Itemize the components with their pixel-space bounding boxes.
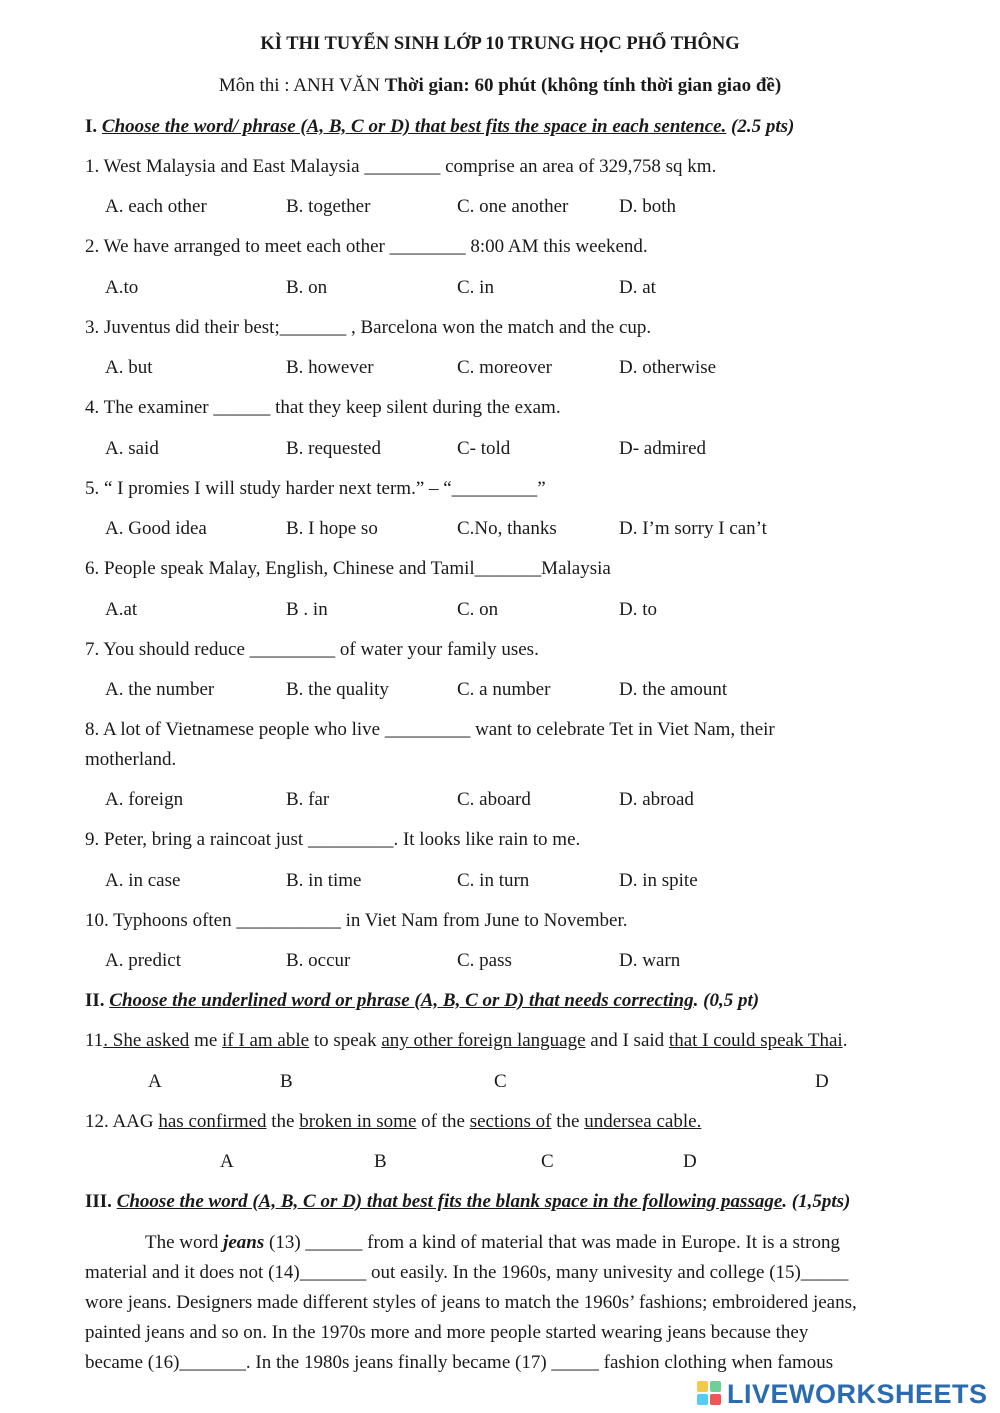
- q7-option-b[interactable]: B. the quality: [286, 679, 389, 700]
- q4-option-c[interactable]: C- told: [457, 438, 511, 459]
- question-11: [85, 1030, 847, 1052]
- q12-letter-a: A: [220, 1151, 234, 1172]
- q6-option-d[interactable]: D. to: [619, 599, 657, 620]
- section-2-number: II.: [85, 990, 110, 1011]
- section-2-instruction: Choose the underlined word or phrase (A, B, C or D) that needs correcting: [109, 990, 694, 1011]
- q8-option-c[interactable]: C. aboard: [457, 789, 531, 810]
- question-2: 2. We have arranged to meet each other ________ 8:00 AM this weekend.: [85, 236, 648, 257]
- q1-option-b[interactable]: B. together: [286, 196, 371, 217]
- q9-option-d[interactable]: D. in spite: [619, 870, 698, 891]
- section-2-heading: [85, 990, 759, 1012]
- passage-text: (13) ______ from a kind of material that was made in Europe. It is a strong: [264, 1232, 840, 1253]
- section-1-number: I.: [85, 116, 102, 137]
- q10-option-c[interactable]: C. pass: [457, 950, 512, 971]
- q9-option-c[interactable]: C. in turn: [457, 870, 530, 891]
- q1-option-c[interactable]: C. one another: [457, 196, 569, 217]
- q2-option-b[interactable]: B. on: [286, 277, 328, 298]
- question-6: 6. People speak Malay, English, Chinese and Tamil_______Malaysia: [85, 558, 611, 579]
- q11-text: to speak: [309, 1030, 382, 1051]
- subject-label: Môn thi : ANH VĂN: [218, 75, 385, 96]
- q12-underlined-b[interactable]: broken in some: [299, 1111, 417, 1132]
- q12-underlined-c[interactable]: sections of: [469, 1111, 552, 1132]
- q5-option-d[interactable]: D. I’m sorry I can’t: [619, 518, 767, 539]
- question-7: 7. You should reduce _________ of water your family uses.: [85, 639, 539, 660]
- passage-text: The word: [145, 1232, 224, 1253]
- question-8: 8. A lot of Vietnamese people who live _________ want to celebrate Tet in Viet Nam, their: [85, 719, 775, 740]
- q12-text: 12. AAG: [85, 1111, 159, 1132]
- q11-number: 11: [85, 1030, 104, 1051]
- q1-option-a[interactable]: A. each other: [105, 196, 207, 217]
- q3-option-d[interactable]: D. otherwise: [619, 357, 717, 378]
- q12-underlined-a[interactable]: has confirmed: [158, 1111, 267, 1132]
- section-1-heading: [85, 116, 794, 138]
- q12-letter-c: C: [541, 1151, 554, 1172]
- q12-letter-d: D: [683, 1151, 697, 1172]
- q12-underlined-d[interactable]: undersea cable.: [584, 1111, 702, 1132]
- exam-title: KÌ THI TUYỂN SINH LỚP 10 TRUNG HỌC PHỔ THÔNG: [260, 34, 740, 54]
- question-9: 9. Peter, bring a raincoat just _________. It looks like rain to me.: [85, 829, 581, 850]
- q10-option-a[interactable]: A. predict: [105, 950, 181, 971]
- q11-underlined-a[interactable]: . She asked: [103, 1030, 190, 1051]
- q10-option-d[interactable]: D. warn: [619, 950, 681, 971]
- q12-text: the: [266, 1111, 300, 1132]
- liveworksheets-logo-text: LIVEWORKSHEETS: [727, 1378, 988, 1409]
- liveworksheets-logo: [697, 1378, 988, 1410]
- question-10: 10. Typhoons often ___________ in Viet Nam from June to November.: [85, 910, 628, 931]
- q12-text: of the: [416, 1111, 470, 1132]
- section-3-heading: [85, 1191, 850, 1213]
- q11-letter-a: A: [148, 1071, 162, 1092]
- question-5: 5. “ I promies I will study harder next term.” – “_________”: [85, 478, 546, 499]
- passage-line-1: [145, 1232, 840, 1254]
- liveworksheets-logo-icon: [697, 1381, 723, 1407]
- q3-option-a[interactable]: A. but: [105, 357, 153, 378]
- q11-underlined-b[interactable]: if I am able: [222, 1030, 310, 1051]
- q3-option-c[interactable]: C. moreover: [457, 357, 552, 378]
- q11-underlined-c[interactable]: any other foreign language: [381, 1030, 586, 1051]
- q6-option-b[interactable]: B . in: [286, 599, 328, 620]
- passage-line-2: material and it does not (14)_______ out easily. In the 1960s, many univesity and college (15)_____: [85, 1262, 849, 1283]
- q11-letter-d: D: [815, 1071, 829, 1092]
- q7-option-d[interactable]: D. the amount: [619, 679, 728, 700]
- passage-keyword-jeans: jeans: [223, 1232, 265, 1253]
- q10-option-b[interactable]: B. occur: [286, 950, 351, 971]
- q8-option-d[interactable]: D. abroad: [619, 789, 694, 810]
- q12-letter-b: B: [374, 1151, 387, 1172]
- q1-option-d[interactable]: D. both: [619, 196, 676, 217]
- question-3: 3. Juventus did their best;_______ , Barcelona won the match and the cup.: [85, 317, 652, 338]
- section-1-points: (2.5 pts): [726, 116, 795, 137]
- q11-underlined-d[interactable]: that I could speak Thai: [668, 1030, 843, 1051]
- q11-text: me: [189, 1030, 223, 1051]
- q6-option-a[interactable]: A.at: [105, 599, 138, 620]
- question-8-continued: motherland.: [85, 749, 177, 770]
- q4-option-b[interactable]: B. requested: [286, 438, 381, 459]
- question-1: 1. West Malaysia and East Malaysia ________ comprise an area of 329,758 sq km.: [85, 156, 717, 177]
- q8-option-a[interactable]: A. foreign: [105, 789, 184, 810]
- q5-option-b[interactable]: B. I hope so: [286, 518, 378, 539]
- q6-option-c[interactable]: C. on: [457, 599, 499, 620]
- q4-option-a[interactable]: A. said: [105, 438, 159, 459]
- q2-option-c[interactable]: C. in: [457, 277, 494, 298]
- q11-text: .: [842, 1030, 848, 1051]
- q7-option-a[interactable]: A. the number: [105, 679, 215, 700]
- q2-option-d[interactable]: D. at: [619, 277, 656, 298]
- section-3-instruction: Choose the word (A, B, C or D) that best fits the blank space in the following passage: [116, 1191, 783, 1212]
- q2-option-a[interactable]: A.to: [105, 277, 139, 298]
- question-4: 4. The examiner ______ that they keep silent during the exam.: [85, 397, 561, 418]
- q9-option-b[interactable]: B. in time: [286, 870, 362, 891]
- q7-option-c[interactable]: C. a number: [457, 679, 551, 700]
- section-1-instruction: Choose the word/ phrase (A, B, C or D) that best fits the space in each sentence.: [101, 116, 727, 137]
- q12-text: the: [551, 1111, 585, 1132]
- q5-option-c[interactable]: C.No, thanks: [457, 518, 557, 539]
- exam-subtitle: [0, 75, 1000, 97]
- passage-line-5: became (16)_______. In the 1980s jeans finally became (17) _____ fashion clothing when famous: [85, 1352, 834, 1373]
- time-label: Thời gian: 60 phút (không tính thời gian giao đề): [384, 75, 782, 96]
- q11-letter-b: B: [280, 1071, 293, 1092]
- passage-line-3: wore jeans. Designers made different styles of jeans to match the 1960s’ fashions; embroidered jeans,: [85, 1292, 857, 1313]
- q8-option-b[interactable]: B. far: [286, 789, 330, 810]
- q11-text: and I said: [585, 1030, 669, 1051]
- q5-option-a[interactable]: A. Good idea: [105, 518, 207, 539]
- q4-option-d[interactable]: D- admired: [619, 438, 707, 459]
- q3-option-b[interactable]: B. however: [286, 357, 374, 378]
- question-12: [85, 1111, 701, 1133]
- q11-letter-c: C: [494, 1071, 507, 1092]
- passage-line-4: painted jeans and so on. In the 1970s more and more people started wearing jeans because they: [85, 1322, 809, 1343]
- section-3-number: III.: [85, 1191, 117, 1212]
- section-3-points: . (1,5pts): [782, 1191, 851, 1212]
- section-2-points: . (0,5 pt): [693, 990, 760, 1011]
- q9-option-a[interactable]: A. in case: [105, 870, 181, 891]
